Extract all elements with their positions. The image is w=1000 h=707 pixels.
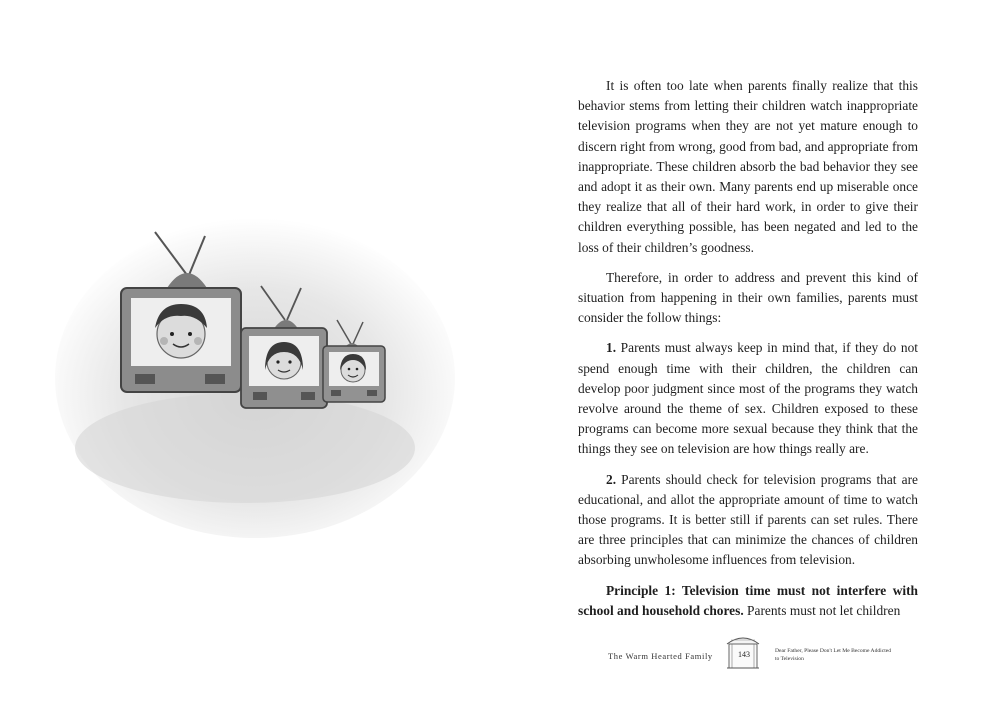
page-number: 143 [738, 650, 750, 659]
point-2-number: 2. [606, 471, 617, 487]
principle-1 [578, 581, 918, 621]
point-1-number: 1. [606, 340, 617, 356]
principle-1-text: Parents must not let children [743, 602, 901, 618]
point-1 [578, 338, 918, 459]
footer-chapter-title: Dear Father, Please Don't Let Me Become Addicted to Television [775, 648, 892, 662]
point-2 [578, 470, 918, 571]
footer-book-title: The Warm Hearted Family [608, 651, 713, 661]
point-1-text: Parents must always keep in mind that, if they do not spend enough time with their children, the children can develop poor judgment since most of the programs they watch revolve around the theme of sex. Children exposed to these programs can become more sexual because they think that the things they see on television are how things really are. [578, 340, 918, 457]
paragraph-therefore: Therefore, in order to address and prevent this kind of situation from happening in their own families, parents must consider the follow things: [578, 269, 918, 326]
page-footer [600, 632, 920, 672]
point-2-text: Parents should check for television programs that are educational, and allot the appropriate amount of time to watch those programs. It is better still if parents can set rules. There are three principles that can minimize the chances of children absorbing unwholesome influences from television. [578, 471, 918, 568]
principle-1-heading: Principle 1: Television time must not interfere with school and household chores. [578, 582, 918, 618]
paragraph-intro: It is often too late when parents finally realize that this behavior stems from letting their children watch inappropriate television programs when they are not yet mature enough to discern right from wrong, good from bad, and appropriate from inappropriate. These children absorb the bad behavior they see and adopt it as their own. Many parents end up miserable once they realize that all of their hard work, in order to give their children everything possible, has been negated and led to the loss of their children’s goodness. [578, 78, 918, 255]
body-text-column [578, 76, 918, 631]
three-tv-faces-illustration [55, 148, 455, 548]
